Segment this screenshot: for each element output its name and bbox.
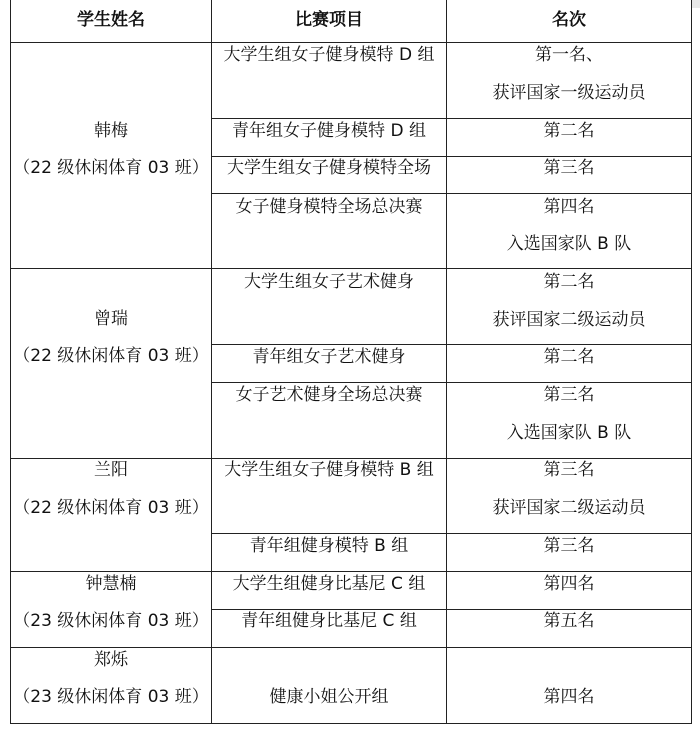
rank-cell: 第三名 — [543, 158, 595, 178]
event-cell: 大学生组女子健身模特全场 — [227, 158, 431, 178]
table-row-border — [211, 609, 692, 610]
event-cell: 青年组健身模特 B 组 — [249, 536, 409, 556]
rank-cell: 第三名 — [543, 536, 595, 556]
rank-cell: 第三名 — [543, 385, 595, 405]
rank-cell: 第四名 — [543, 574, 595, 594]
header-event: 比赛项目 — [295, 10, 363, 30]
rank-cell: 第三名 — [543, 460, 595, 480]
header-rank: 名次 — [552, 10, 586, 30]
student-class: （23 级休闲体育 03 班） — [13, 611, 209, 631]
student-class: （22 级休闲体育 03 班） — [13, 346, 209, 366]
table-row-border — [211, 382, 692, 383]
header-student-name: 学生姓名 — [77, 10, 145, 30]
rank-cell: 第二名 — [543, 272, 595, 292]
rank-cell: 第四名 — [543, 197, 595, 217]
rank-cell: 第五名 — [543, 611, 595, 631]
student-class: （23 级休闲体育 03 班） — [13, 687, 209, 707]
rank-note: 获评国家一级运动员 — [492, 83, 646, 103]
table-row-border — [211, 344, 692, 345]
event-cell: 大学生组女子健身模特 D 组 — [223, 45, 435, 65]
rank-cell: 第一名、 — [535, 45, 603, 65]
student-class: （22 级休闲体育 03 班） — [13, 158, 209, 178]
table-border-bottom — [10, 723, 692, 724]
table-border-col1 — [211, 0, 212, 724]
event-cell: 青年组女子艺术健身 — [252, 347, 406, 367]
corner-marker — [692, 0, 700, 8]
table-row-border — [211, 533, 692, 534]
rank-cell: 第四名 — [543, 687, 595, 707]
rank-cell: 第二名 — [543, 347, 595, 367]
event-cell: 大学生组健身比基尼 C 组 — [232, 574, 426, 594]
table-border-student-3 — [10, 571, 692, 572]
student-name: 钟慧楠 — [85, 574, 137, 594]
student-name: 曾瑞 — [94, 309, 128, 329]
student-name: 韩梅 — [94, 121, 128, 141]
rank-note: 获评国家二级运动员 — [492, 310, 646, 330]
student-name: 兰阳 — [94, 460, 128, 480]
table-border-right — [691, 0, 692, 724]
table-border-student-4 — [10, 647, 692, 648]
table-border-left — [10, 0, 11, 724]
event-cell: 女子艺术健身全场总决赛 — [235, 385, 423, 405]
table-row-border — [211, 118, 692, 119]
rank-note: 入选国家队 B 队 — [506, 423, 632, 443]
event-cell: 大学生组女子健身模特 B 组 — [224, 460, 434, 480]
student-class: （22 级休闲体育 03 班） — [13, 498, 209, 518]
table-row-border — [211, 156, 692, 157]
table-border-col2 — [446, 0, 447, 724]
student-name: 郑烁 — [94, 650, 128, 670]
table-row-border — [211, 193, 692, 194]
event-cell: 健康小姐公开组 — [269, 687, 389, 707]
table-border-header — [10, 42, 692, 43]
rank-note: 入选国家队 B 队 — [506, 234, 632, 254]
event-cell: 大学生组女子艺术健身 — [244, 272, 414, 292]
table-border-student-2 — [10, 458, 692, 459]
rank-note: 获评国家二级运动员 — [492, 498, 646, 518]
event-cell: 女子健身模特全场总决赛 — [235, 197, 423, 217]
table-border-student-1 — [10, 268, 692, 269]
event-cell: 青年组女子健身模特 D 组 — [232, 121, 426, 141]
event-cell: 青年组健身比基尼 C 组 — [241, 611, 417, 631]
rank-cell: 第二名 — [543, 121, 595, 141]
